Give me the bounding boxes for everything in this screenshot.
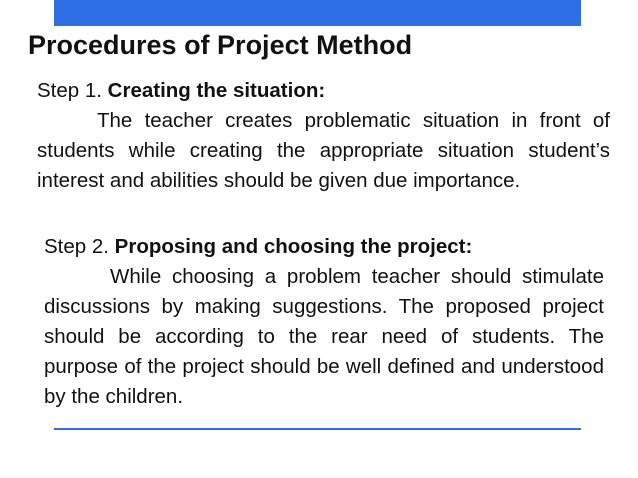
step-2-label: Step 2. [44,235,115,258]
step-2-section [44,232,604,412]
top-accent-bar [54,0,581,26]
step-1-body: The teacher creates problematic situation in front of students while creating the appropriate situation student’s interest and abilities should be given due importance. [37,109,610,192]
step-2-body: While choosing a problem teacher should stimulate discussions by making suggestions. The proposed project should be according to the rear need of students. The purpose of the project should be well defined and understood by the children. [44,265,604,408]
slide-title: Procedures of Project Method [28,30,413,60]
step-1-section [37,76,610,196]
step-1-heading [37,76,610,106]
step-2-title: Proposing and choosing the project: [114,235,473,258]
bottom-accent-line [54,428,581,430]
step-1-label: Step 1. [37,79,108,102]
step-2-heading [44,232,604,262]
step-1-title: Creating the situation: [107,79,326,102]
